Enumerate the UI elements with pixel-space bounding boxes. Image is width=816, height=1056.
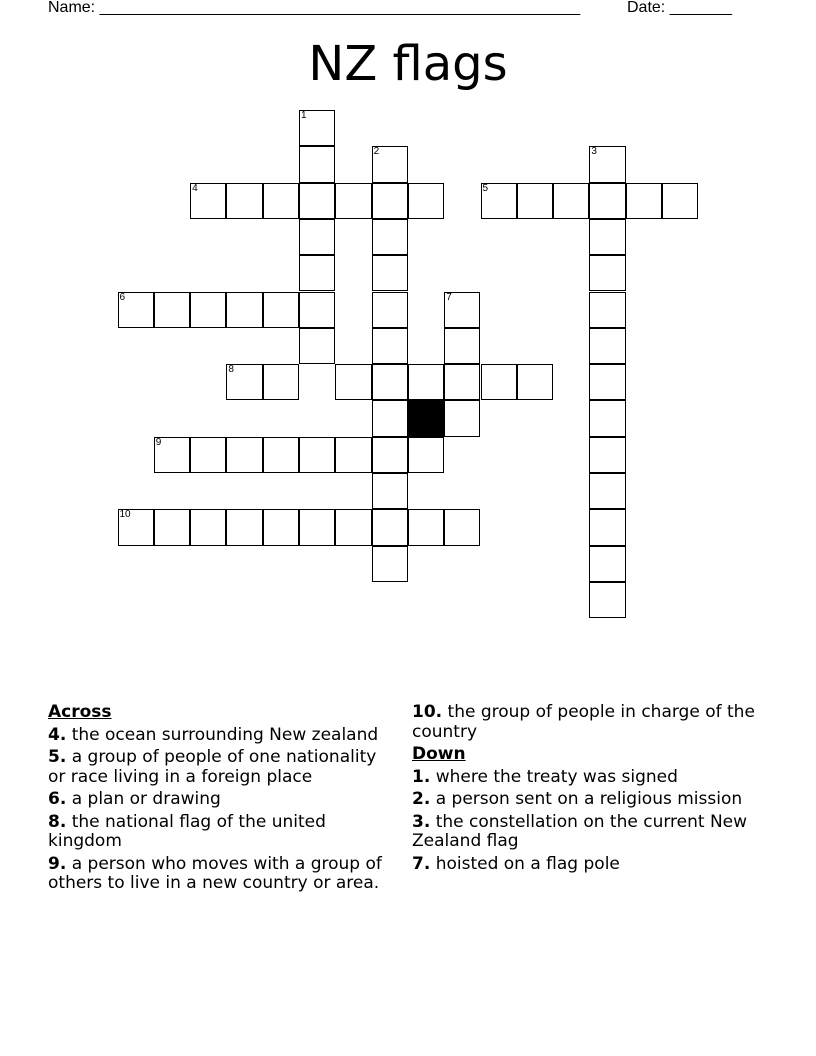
grid-cell[interactable] xyxy=(154,509,190,545)
grid-cell[interactable] xyxy=(299,328,335,364)
grid-cell[interactable] xyxy=(589,292,625,328)
clue-down-7: 7. hoisted on a flag pole xyxy=(412,853,620,874)
grid-cell[interactable] xyxy=(299,255,335,291)
clues-column-left xyxy=(48,703,388,897)
grid-cell[interactable] xyxy=(589,546,625,582)
grid-cell[interactable] xyxy=(444,400,480,436)
clue-across-9: 9. a person who moves with a group of others to live in a new country or area. xyxy=(48,853,382,893)
grid-cell[interactable] xyxy=(408,509,444,545)
grid-cell[interactable] xyxy=(589,183,625,219)
clue-across-4: 4. the ocean surrounding New zealand xyxy=(48,724,379,745)
clue-number: 9 xyxy=(155,436,162,448)
clue-across-6: 6. a plan or drawing xyxy=(48,789,221,809)
clue-number: 10 xyxy=(119,509,131,521)
grid-cell[interactable] xyxy=(553,183,589,219)
grid-cell[interactable] xyxy=(408,183,444,219)
clue-number: 1 xyxy=(301,110,307,121)
grid-cell[interactable] xyxy=(263,364,299,400)
grid-cell[interactable] xyxy=(444,509,480,545)
grid-cell[interactable] xyxy=(263,437,299,473)
grid-cell[interactable] xyxy=(190,292,226,328)
grid-cell[interactable] xyxy=(372,437,408,473)
grid-cell[interactable] xyxy=(517,183,553,219)
grid-cell[interactable] xyxy=(481,364,517,400)
page-title: NZ flags xyxy=(308,36,508,92)
clue-number: 8 xyxy=(228,364,234,376)
grid-cell[interactable] xyxy=(589,219,625,255)
grid-cell-9[interactable] xyxy=(154,437,190,473)
grid-cell-7[interactable] xyxy=(444,292,480,328)
grid-cell[interactable] xyxy=(335,437,371,473)
grid-cell[interactable] xyxy=(372,364,408,400)
grid-cell[interactable] xyxy=(335,509,371,545)
grid-cell-10[interactable] xyxy=(118,509,154,545)
grid-cell-4[interactable] xyxy=(190,183,226,219)
down-heading: Down xyxy=(412,744,466,764)
grid-cell[interactable] xyxy=(226,437,262,473)
clue-number: 2 xyxy=(373,146,380,158)
grid-cell[interactable] xyxy=(226,292,262,328)
grid-cell[interactable] xyxy=(190,437,226,473)
grid-cell[interactable] xyxy=(263,509,299,545)
grid-cell[interactable] xyxy=(190,509,226,545)
blocked-cell xyxy=(408,400,444,436)
grid-cell[interactable] xyxy=(372,328,408,364)
grid-cell[interactable] xyxy=(372,219,408,255)
grid-cell-8[interactable] xyxy=(226,364,262,400)
grid-cell[interactable] xyxy=(299,292,335,328)
grid-cell[interactable] xyxy=(372,473,408,509)
grid-cell[interactable] xyxy=(589,437,625,473)
clue-number: 7 xyxy=(446,291,452,303)
grid-cell[interactable] xyxy=(589,328,625,364)
grid-cell[interactable] xyxy=(589,255,625,291)
grid-cell[interactable] xyxy=(299,509,335,545)
grid-cell[interactable] xyxy=(226,509,262,545)
grid-cell[interactable] xyxy=(589,400,625,436)
grid-cell[interactable] xyxy=(335,183,371,219)
grid-cell[interactable] xyxy=(226,183,262,219)
grid-cell[interactable] xyxy=(626,183,662,219)
clue-number: 6 xyxy=(119,291,126,303)
grid-cell[interactable] xyxy=(662,183,698,219)
grid-cell[interactable] xyxy=(299,146,335,182)
grid-cell[interactable] xyxy=(444,364,480,400)
grid-cell[interactable] xyxy=(372,292,408,328)
clue-down-2: 2. a person sent on a religious mission xyxy=(412,789,743,809)
grid-cell[interactable] xyxy=(372,546,408,582)
grid-cell[interactable] xyxy=(372,400,408,436)
clue-number: 5 xyxy=(482,182,489,194)
grid-cell[interactable] xyxy=(589,509,625,545)
grid-cell[interactable] xyxy=(299,183,335,219)
clue-across-8: 8. the national flag of the united kingdom xyxy=(48,811,326,851)
grid-cell-2[interactable] xyxy=(372,146,408,182)
grid-cell[interactable] xyxy=(372,183,408,219)
grid-cell-1[interactable] xyxy=(299,110,335,146)
clue-number: 3 xyxy=(591,146,597,158)
grid-cell[interactable] xyxy=(589,582,625,618)
grid-cell[interactable] xyxy=(263,292,299,328)
clue-number: 4 xyxy=(192,182,198,194)
grid-cell[interactable] xyxy=(589,364,625,400)
clue-down-1: 1. where the treaty was signed xyxy=(412,766,678,787)
grid-cell[interactable] xyxy=(408,364,444,400)
grid-cell[interactable] xyxy=(372,255,408,291)
grid-cell[interactable] xyxy=(589,473,625,509)
grid-cell[interactable] xyxy=(517,364,553,400)
grid-cell-5[interactable] xyxy=(481,183,517,219)
across-heading: Across xyxy=(48,702,112,722)
clue-across-10: 10. the group of people in charge of the country xyxy=(412,702,755,742)
date-field-label: Date: _______ xyxy=(627,0,732,16)
grid-cell[interactable] xyxy=(335,364,371,400)
grid-cell[interactable] xyxy=(444,328,480,364)
grid-cell-6[interactable] xyxy=(118,292,154,328)
grid-cell[interactable] xyxy=(299,437,335,473)
grid-cell[interactable] xyxy=(154,292,190,328)
grid-cell[interactable] xyxy=(263,183,299,219)
grid-cell[interactable] xyxy=(299,219,335,255)
name-field-label: Name: ______________________________________________________ xyxy=(48,0,581,16)
clues-column-right xyxy=(412,703,762,877)
clue-across-5: 5. a group of people of one nationality or race living in a foreign place xyxy=(48,747,377,787)
grid-cell[interactable] xyxy=(408,437,444,473)
grid-cell[interactable] xyxy=(372,509,408,545)
grid-cell-3[interactable] xyxy=(589,146,625,182)
clue-down-3: 3. the constellation on the current New Zealand flag xyxy=(412,811,748,851)
